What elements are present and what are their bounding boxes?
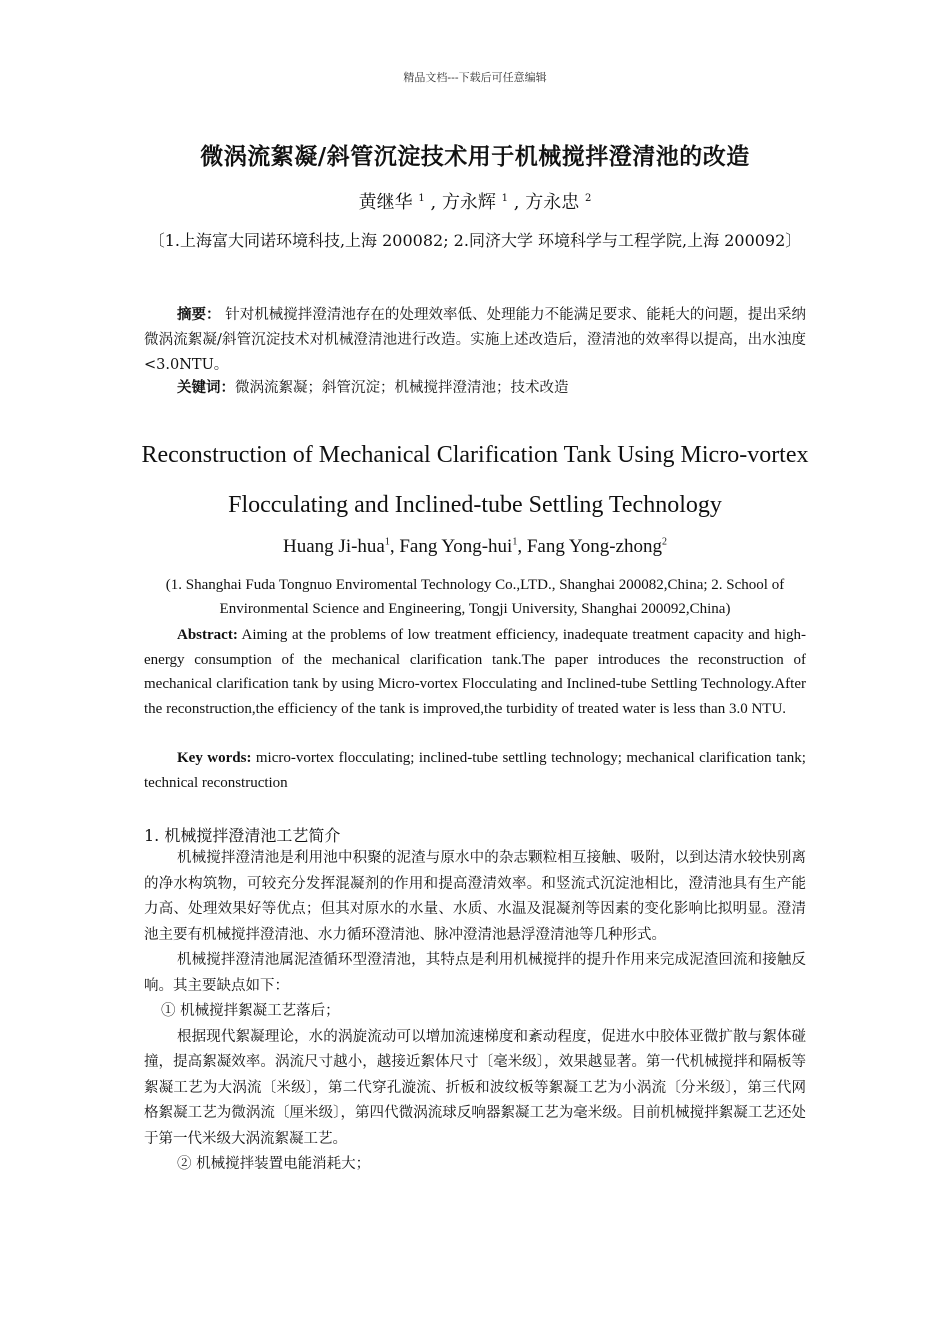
author-affil-sup: 2 [661,536,667,548]
author-name: Fang Yong-zhong [526,536,662,557]
paragraph: 根据现代絮凝理论，水的涡旋流动可以增加流速梯度和紊动程度，促进水中胶体亚微扩散与絮体碰撞，提高絮凝效率。涡流尺寸越小，越接近絮体尺寸〔毫米级〕，效果越显著。第一代机械搅拌和隔板等絮凝工艺为大涡流〔米级〕，第二代穿孔漩流、折板和波纹板等絮凝工艺为小涡流〔分米级〕，第三代网格絮凝工艺为微涡流〔厘米级〕，第四代微涡流球反响器絮凝工艺为毫米级。目前机械搅拌絮凝工艺还处于第一代米级大涡流絮凝工艺。 [144,1028,806,1147]
paragraph: 机械搅拌澄清池属泥渣循环型澄清池，其特点是利用机械搅拌的提升作用来完成泥渣回流和接触反响。其主要缺点如下： [144,952,806,994]
chinese-abstract [144,302,806,378]
section-heading: 1. 机械搅拌澄清池工艺简介 [144,826,341,845]
abstract-label: 摘要： [177,306,221,323]
chinese-title: 微涡流絮凝/斜管沉淀技术用于机械搅拌澄清池的改造 [200,143,750,170]
abstract-label: Abstract: [177,627,238,643]
list-item: ② 机械搅拌装置电能消耗大； [177,1156,371,1172]
author-name: Huang Ji-hua [283,536,385,557]
author-affil-sup: 1 [384,536,390,548]
list-item: ① 机械搅拌絮凝工艺落后； [161,1003,340,1019]
english-title: Reconstruction of Mechanical Clarification Tank Using Micro-vortex Flocculating and Inclined-tube Settling Technology [141,442,809,518]
author-name: 方永辉 [441,192,496,213]
english-abstract [144,623,806,721]
keywords-text: micro-vortex flocculating; inclined-tube settling technology; mechanical clarification tank; technical reconstruction [144,750,806,791]
author-name: 黄继华 [358,192,413,213]
abstract-text: Aiming at the problems of low treatment efficiency, inadequate treatment capacity and high-energy consumption of the mechanical clarification tank.The paper introduces the reconstruction of mechanical clarification tank by using Micro-vortex Flocculating and Inclined-tube Settling Technology.After the reconstruction,the efficiency of the tank is improved,the turbidity of treated water is less than 3.0 NTU. [144,627,806,717]
keywords-label: 关键词： [177,379,235,396]
author-affil-sup: 1 [512,536,518,548]
keywords-label: Key words: [177,750,252,766]
author-affil-sup: 1 [418,193,425,204]
english-affiliation: (1. Shanghai Fuda Tongnuo Enviromental Technology Co.,LTD., Shanghai 200082,China; 2. School of Environmental Science and Engineering, Tongji University, Shanghai 200092,China) [165,577,785,617]
author-name: 方永忠 [525,192,580,213]
chinese-affiliation: 〔1.上海富大同诺环境科技,上海 200082; 2.同济大学 环境科学与工程学院,上海 200092〕 [148,231,802,250]
english-authors: Huang Ji-hua$^1$, Fang Yong-hui$^1$, Fang Yong-zhong$^2$ [283,536,667,557]
english-keywords [144,746,806,795]
page-header: 精品文档---下载后可任意编辑 [403,71,547,84]
section-body [144,846,806,1178]
paragraph: 机械搅拌澄清池是利用池中积聚的泥渣与原水中的杂志颗粒相互接触、吸附，以到达清水较快别离的净水构筑物，可较充分发挥混凝剂的作用和提高澄清效率。和竖流式沉淀池相比，澄清池具有生产能力高、处理效果好等优点；但其对原水的水量、水质、水温及混凝剂等因素的变化影响比拟明显。澄清池主要有机械搅拌澄清池、水力循环澄清池、脉冲澄清池悬浮澄清池等几种形式。 [144,850,806,943]
author-affil-sup: 2 [584,193,592,204]
chinese-keywords [144,377,806,399]
author-name: Fang Yong-hui [399,536,513,557]
abstract-text: 针对机械搅拌澄清池存在的处理效率低、处理能力不能满足要求、能耗大的问题，提出采纳微涡流絮凝/斜管沉淀技术对机械澄清池进行改造。实施上述改造后，澄清池的效率得以提高，出水浊度<3.0NTU。 [144,307,806,373]
author-affil-sup: 1 [501,193,509,204]
chinese-authors: 黄继华 $^1$ , 方永辉 $^1$ , 方永忠 $^2$ [358,192,592,213]
keywords-text: 微涡流絮凝；斜管沉淀；机械搅拌澄清池；技术改造 [235,380,569,396]
